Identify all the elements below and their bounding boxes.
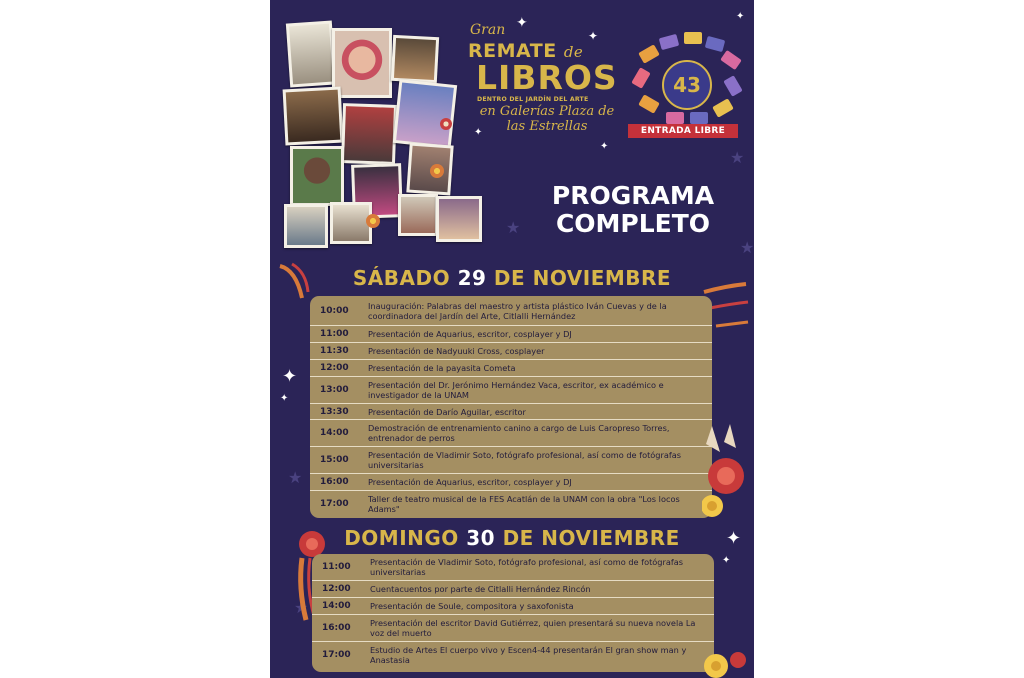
schedule-row bbox=[310, 377, 712, 404]
schedule-row bbox=[310, 420, 712, 447]
schedule-row bbox=[310, 491, 712, 517]
book-icon bbox=[659, 34, 679, 50]
sparkle-icon: ✦ bbox=[722, 555, 731, 566]
collage-photo bbox=[283, 87, 344, 146]
schedule-row bbox=[310, 326, 712, 343]
event-description: Presentación de Soule, compositora y saxofonista bbox=[370, 601, 574, 611]
event-time: 14:00 bbox=[320, 428, 349, 438]
event-title-gran: Gran bbox=[470, 22, 506, 38]
book-icon bbox=[690, 112, 708, 124]
event-time: 15:00 bbox=[320, 455, 349, 465]
event-description: Presentación de Aquarius, escritor, cosplayer y DJ bbox=[368, 477, 572, 487]
event-description: Estudio de Artes El cuerpo vivo y Escen4-44 presentarán El gran show man y Anastasia bbox=[370, 645, 687, 665]
event-location: en Galerías Plaza de las Estrellas bbox=[479, 104, 615, 134]
event-time: 12:00 bbox=[320, 363, 349, 373]
flower-decoration bbox=[440, 118, 452, 130]
event-description: Taller de teatro musical de la FES Acatlán de la UNAM con la obra "Los locos Adams" bbox=[368, 494, 680, 514]
background-star-icon: ★ bbox=[506, 218, 521, 237]
schedule-row bbox=[310, 474, 712, 491]
month-name: DE NOVIEMBRE bbox=[493, 266, 672, 290]
event-description: Cuentacuentos por parte de Citlalli Hernández Rincón bbox=[370, 584, 591, 594]
day-name: DOMINGO bbox=[344, 526, 459, 550]
background-star-icon: ★ bbox=[740, 238, 754, 257]
collage-photo bbox=[286, 20, 336, 87]
background-star-icon: ★ bbox=[288, 468, 303, 487]
event-description: Presentación del Dr. Jerónimo Hernández Vaca, escritor, ex académico e investigador de la UNAM bbox=[368, 380, 664, 400]
event-time: 11:30 bbox=[320, 346, 349, 356]
event-description: Presentación de Vladimir Soto, fotógrafo profesional, así como de fotógrafas universitarias bbox=[368, 450, 682, 470]
book-icon bbox=[684, 32, 702, 44]
event-time: 16:00 bbox=[322, 623, 351, 633]
collage-photo bbox=[393, 79, 457, 149]
event-poster bbox=[270, 0, 754, 678]
event-time: 11:00 bbox=[322, 562, 351, 572]
flower-decoration bbox=[702, 648, 746, 678]
book-icon bbox=[705, 36, 725, 52]
remate-word: REMATE bbox=[468, 40, 557, 62]
event-description: Presentación de la payasita Cometa bbox=[368, 363, 516, 373]
event-description: Presentación de Nadyuuki Cross, cosplayer bbox=[368, 346, 545, 356]
schedule-row bbox=[312, 554, 714, 581]
event-time: 13:30 bbox=[320, 406, 349, 417]
anniversary-number: 43 bbox=[662, 60, 712, 110]
flower-decoration bbox=[430, 164, 444, 178]
schedule-row bbox=[312, 581, 714, 598]
sparkle-icon: ✦ bbox=[588, 29, 599, 43]
collage-photo bbox=[332, 28, 392, 98]
event-description: Presentación de Aquarius, escritor, cosplayer y DJ bbox=[368, 329, 572, 339]
book-icon bbox=[666, 112, 684, 124]
collage-photo bbox=[398, 194, 438, 236]
schedule-row bbox=[310, 404, 712, 420]
saturday-heading bbox=[310, 266, 714, 290]
book-icon bbox=[723, 75, 742, 97]
collage-photo bbox=[284, 204, 328, 248]
collage-photo bbox=[341, 103, 397, 165]
book-icon bbox=[638, 94, 660, 113]
month-name: DE NOVIEMBRE bbox=[502, 526, 680, 550]
event-time: 17:00 bbox=[320, 499, 349, 509]
photo-collage bbox=[280, 14, 483, 246]
collage-photo bbox=[436, 196, 482, 242]
event-description: Presentación de Vladimir Soto, fotógrafo profesional, así como de fotógrafas universitarias bbox=[370, 557, 684, 577]
sparkle-icon: ✦ bbox=[600, 141, 609, 152]
book-icon bbox=[638, 44, 660, 63]
schedule-row bbox=[312, 615, 714, 642]
book-icon bbox=[712, 98, 734, 117]
day-name: SÁBADO bbox=[352, 266, 451, 290]
collage-photo bbox=[290, 146, 344, 206]
event-title-libros: LIBROS bbox=[476, 58, 618, 97]
free-entry-banner: ENTRADA LIBRE bbox=[628, 124, 738, 138]
event-subtitle: DENTRO DEL JARDÍN DEL ARTE bbox=[477, 96, 589, 103]
saturday-schedule bbox=[310, 296, 712, 518]
day-number: 29 bbox=[457, 266, 487, 290]
flower-decoration bbox=[366, 214, 380, 228]
event-time: 17:00 bbox=[322, 650, 351, 660]
event-description: Demostración de entrenamiento canino a cargo de Luis Caropreso Torres, entrenador de perros bbox=[368, 423, 670, 443]
book-icon bbox=[631, 67, 650, 89]
rose-decoration bbox=[702, 424, 754, 520]
sparkle-icon: ✦ bbox=[282, 366, 298, 387]
sparkle-icon: ✦ bbox=[516, 15, 528, 31]
event-description: Presentación de Darío Aguilar, escritor bbox=[368, 406, 526, 417]
event-time: 10:00 bbox=[320, 305, 349, 316]
day-number: 30 bbox=[466, 526, 496, 550]
program-heading: PROGRAMA COMPLETO bbox=[551, 181, 715, 238]
event-description: Inauguración: Palabras del maestro y artista plástico Iván Cuevas y de la coordinadora del Jardín del Arte, Citlalli Hernández bbox=[368, 300, 667, 321]
event-time: 16:00 bbox=[320, 477, 349, 487]
de-word: de bbox=[563, 43, 584, 61]
schedule-row bbox=[312, 642, 714, 668]
schedule-row bbox=[310, 360, 712, 377]
sparkle-icon: ✦ bbox=[736, 11, 745, 22]
background-star-icon: ★ bbox=[294, 598, 309, 617]
event-description: Presentación del escritor David Gutiérrez, quien presentará su nueva novela La voz del muerto bbox=[370, 618, 696, 638]
schedule-row bbox=[310, 296, 712, 326]
sparkle-icon: ✦ bbox=[474, 127, 483, 138]
sparkle-icon: ✦ bbox=[280, 393, 289, 404]
event-time: 13:00 bbox=[320, 385, 349, 395]
schedule-row bbox=[310, 343, 712, 360]
schedule-row bbox=[310, 447, 712, 474]
event-time: 11:00 bbox=[320, 329, 349, 339]
book-icon bbox=[720, 50, 742, 70]
event-time: 12:00 bbox=[322, 584, 351, 594]
schedule-row bbox=[312, 598, 714, 615]
sparkle-icon: ✦ bbox=[726, 528, 742, 549]
sunday-schedule bbox=[312, 554, 714, 672]
sunday-heading bbox=[310, 526, 714, 550]
collage-photo bbox=[391, 35, 439, 83]
event-time: 14:00 bbox=[322, 601, 351, 611]
background-star-icon: ★ bbox=[730, 148, 745, 167]
